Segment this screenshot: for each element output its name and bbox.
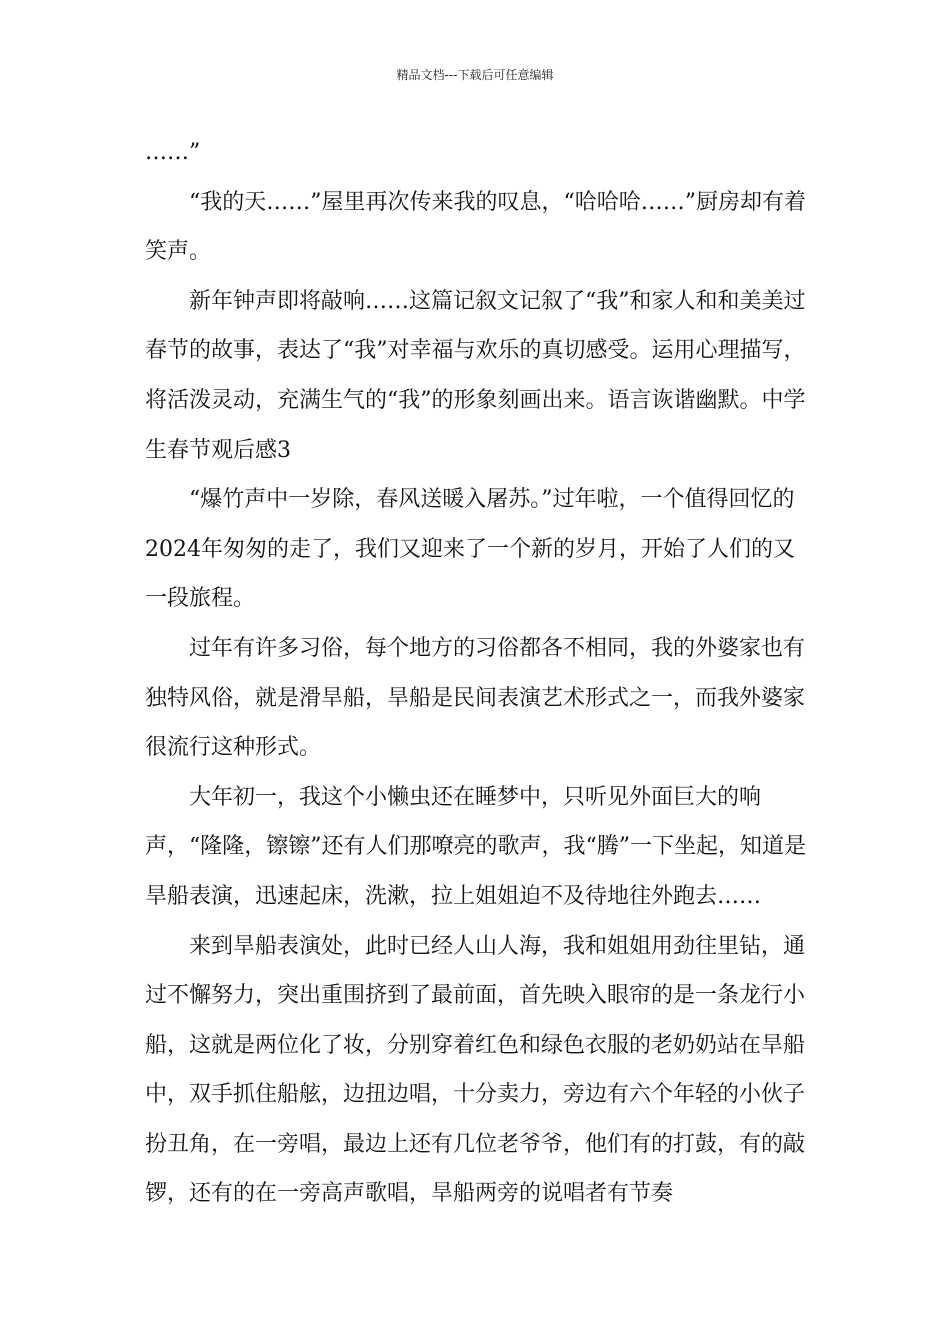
document-body bbox=[145, 128, 810, 1219]
paragraph: 新年钟声即将敲响……这篇记叙文记叙了“我”和家人和和美美过春节的故事，表达了“我”对幸福与欢乐的真切感受。运用心理描写，将活泼灵动，充满生气的“我”的形象刻画出来。语言诙谐幽默。中学生春节观后感3 bbox=[145, 288, 806, 463]
paragraph: “我的天……”屋里再次传来我的叹息，“哈哈哈……”厨房却有着笑声。 bbox=[145, 189, 806, 265]
paragraph: 来到旱船表演处，此时已经人山人海，我和姐姐用劲往里钻，通过不懈努力，突出重围挤到了最前面，首先映入眼帘的是一条龙行小船，这就是两位化了妆，分别穿着红色和绿色衣服的老奶奶站在旱船中，双手抓住船舷，边扭边唱，十分卖力，旁边有六个年轻的小伙子扮丑角，在一旁唱，最边上还有几位老爷爷，他们有的打鼓，有的敲锣，还有的在一旁高声歌唱，旱船两旁的说唱者有节奏 bbox=[145, 933, 806, 1207]
paragraph: “爆竹声中一岁除，春风送暖入屠苏。”过年啦，一个值得回忆的2024年匆匆的走了，我们又迎来了一个新的岁月，开始了人们的又一段旅程。 bbox=[145, 487, 795, 612]
page-header: 精品文档---下载后可任意编辑 bbox=[396, 68, 554, 82]
paragraph: 过年有许多习俗，每个地方的习俗都各不相同，我的外婆家也有独特风俗，就是滑旱船，旱船是民间表演艺术形式之一，而我外婆家很流行这种形式。 bbox=[145, 635, 806, 761]
paragraph: 大年初一，我这个小懒虫还在睡梦中，只听见外面巨大的响声，“隆隆，镲镲”还有人们那嘹亮的歌声，我“腾”一下坐起，知道是旱船表演，迅速起床，洗漱，拉上姐姐迫不及待地往外跑去…… bbox=[145, 784, 806, 909]
paragraph: ……” bbox=[145, 140, 201, 165]
